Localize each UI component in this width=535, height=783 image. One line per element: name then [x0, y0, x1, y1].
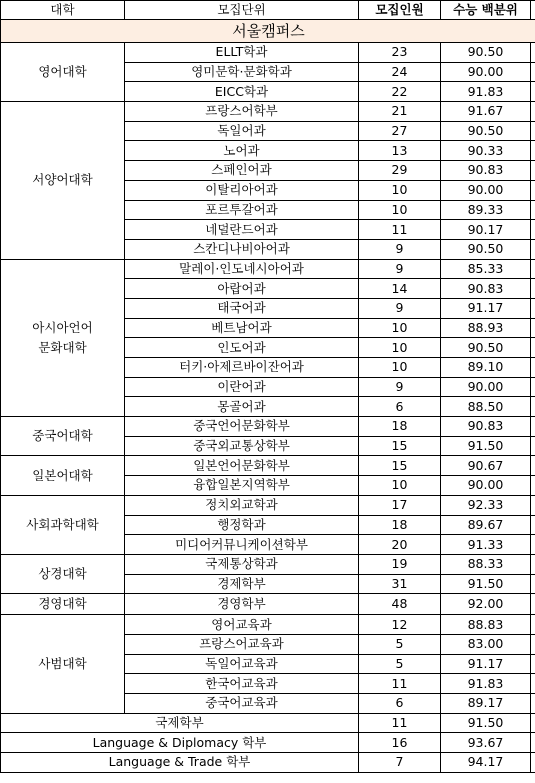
unit-cell: 태국어과 [125, 298, 359, 318]
edge-cell [531, 43, 535, 63]
quota-cell: 15 [359, 436, 441, 456]
score-cell: 89.33 [441, 200, 531, 220]
unit-cell: 정치외교학과 [125, 495, 359, 515]
table-row [1, 753, 535, 773]
quota-cell: 24 [359, 62, 441, 82]
unit-cell: 국제통상학과 [125, 554, 359, 574]
quota-cell: 13 [359, 141, 441, 161]
unit-cell: 일본언어문화학부 [125, 456, 359, 476]
unit-cell: 독일어과 [125, 121, 359, 141]
edge-cell [531, 62, 535, 82]
score-cell: 89.17 [441, 694, 531, 714]
header-college: 대학 [1, 1, 125, 20]
college-name-line: 상경대학 [38, 566, 87, 582]
unit-cell: 스페인어과 [125, 161, 359, 181]
score-cell: 88.83 [441, 615, 531, 635]
score-cell: 91.50 [441, 713, 531, 733]
quota-cell: 10 [359, 476, 441, 496]
unit-cell: 영미문학·문화학과 [125, 62, 359, 82]
edge-cell [531, 436, 535, 456]
score-cell: 90.83 [441, 279, 531, 299]
score-cell: 85.33 [441, 259, 531, 279]
unit-cell: EICC학과 [125, 82, 359, 102]
score-cell: 90.00 [441, 377, 531, 397]
table-row [1, 733, 535, 753]
score-cell: 90.00 [441, 476, 531, 496]
score-cell: 89.10 [441, 358, 531, 378]
score-cell: 88.33 [441, 554, 531, 574]
edge-cell [531, 220, 535, 240]
quota-cell: 22 [359, 82, 441, 102]
edge-cell [531, 733, 535, 753]
quota-cell: 21 [359, 102, 441, 122]
unit-cell: 융합일본지역학부 [125, 476, 359, 496]
quota-cell: 17 [359, 495, 441, 515]
unit-cell: 포르투갈어과 [125, 200, 359, 220]
table-row [1, 43, 535, 63]
edge-cell [531, 417, 535, 437]
score-cell: 92.00 [441, 594, 531, 615]
header-row [1, 1, 535, 20]
edge-cell [531, 200, 535, 220]
score-cell: 89.67 [441, 515, 531, 535]
quota-cell: 20 [359, 535, 441, 555]
college-name-line: 문화대학 [38, 339, 87, 355]
quota-cell: 9 [359, 259, 441, 279]
score-cell: 90.50 [441, 121, 531, 141]
quota-cell: 9 [359, 377, 441, 397]
quota-cell: 31 [359, 574, 441, 594]
edge-cell [531, 654, 535, 674]
score-cell: 90.00 [441, 62, 531, 82]
unit-cell: 영어교육과 [125, 615, 359, 635]
unit-cell: 인도어과 [125, 338, 359, 358]
score-cell: 93.67 [441, 733, 531, 753]
edge-cell [531, 515, 535, 535]
edge-cell [531, 594, 535, 615]
unit-cell: 베트남어과 [125, 318, 359, 338]
edge-cell [531, 239, 535, 259]
edge-cell [531, 141, 535, 161]
quota-cell: 9 [359, 239, 441, 259]
college-name-line: 중국어대학 [32, 428, 93, 444]
score-cell: 91.50 [441, 436, 531, 456]
edge-cell [531, 358, 535, 378]
campus-row [1, 20, 535, 43]
edge-cell [531, 615, 535, 635]
unit-cell: Language & Diplomacy 학부 [1, 733, 359, 753]
college-name [1, 554, 125, 593]
table-row [1, 456, 535, 476]
quota-cell: 19 [359, 554, 441, 574]
quota-cell: 23 [359, 43, 441, 63]
quota-cell: 48 [359, 594, 441, 615]
score-cell: 90.83 [441, 161, 531, 181]
college-name-line: 사회과학대학 [26, 516, 99, 532]
unit-cell: 미디어커뮤니케이션학부 [125, 535, 359, 555]
quota-cell: 12 [359, 615, 441, 635]
edge-cell [531, 713, 535, 733]
score-cell: 91.17 [441, 298, 531, 318]
quota-cell: 18 [359, 417, 441, 437]
table-row [1, 554, 535, 574]
quota-cell: 10 [359, 338, 441, 358]
college-name-line: 영어대학 [38, 64, 87, 80]
college-name [1, 43, 125, 102]
score-cell: 88.50 [441, 397, 531, 417]
unit-cell: 국제학부 [1, 713, 359, 733]
edge-cell [531, 535, 535, 555]
college-name-line: 아시아언어 [32, 319, 93, 335]
score-cell: 91.83 [441, 82, 531, 102]
table-row [1, 495, 535, 515]
unit-cell: 노어과 [125, 141, 359, 161]
unit-cell: 말레이·인도네시아어과 [125, 259, 359, 279]
quota-cell: 11 [359, 674, 441, 694]
unit-cell: Language & Trade 학부 [1, 753, 359, 773]
edge-cell [531, 753, 535, 773]
edge-cell [531, 574, 535, 594]
score-cell: 91.33 [441, 535, 531, 555]
quota-cell: 5 [359, 654, 441, 674]
edge-cell [531, 121, 535, 141]
edge-cell [531, 397, 535, 417]
quota-cell: 10 [359, 358, 441, 378]
unit-cell: 터키·아제르바이잔어과 [125, 358, 359, 378]
score-cell: 90.83 [441, 417, 531, 437]
campus-title: 서울캠퍼스 [1, 20, 535, 43]
unit-cell: ELLT학과 [125, 43, 359, 63]
quota-cell: 7 [359, 753, 441, 773]
college-name [1, 456, 125, 495]
edge-cell [531, 554, 535, 574]
unit-cell: 중국외교통상학부 [125, 436, 359, 456]
edge-cell [531, 82, 535, 102]
edge-cell [531, 495, 535, 515]
quota-cell: 10 [359, 318, 441, 338]
quota-cell: 6 [359, 694, 441, 714]
score-cell: 91.83 [441, 674, 531, 694]
score-cell: 91.17 [441, 654, 531, 674]
score-cell: 90.50 [441, 239, 531, 259]
table-row [1, 713, 535, 733]
college-name [1, 417, 125, 456]
college-name [1, 259, 125, 417]
quota-cell: 14 [359, 279, 441, 299]
unit-cell: 경제학부 [125, 574, 359, 594]
quota-cell: 11 [359, 220, 441, 240]
quota-cell: 18 [359, 515, 441, 535]
unit-cell: 독일어교육과 [125, 654, 359, 674]
edge-cell [531, 318, 535, 338]
college-name [1, 594, 125, 615]
college-name-line: 일본어대학 [32, 467, 93, 483]
edge-cell [531, 377, 535, 397]
edge-cell [531, 279, 535, 299]
score-cell: 91.50 [441, 574, 531, 594]
quota-cell: 9 [359, 298, 441, 318]
score-cell: 90.33 [441, 141, 531, 161]
unit-cell: 이란어과 [125, 377, 359, 397]
edge-cell [531, 476, 535, 496]
edge-cell [531, 634, 535, 654]
unit-cell: 프랑스어교육과 [125, 634, 359, 654]
quota-cell: 29 [359, 161, 441, 181]
edge-cell [531, 674, 535, 694]
edge-cell [531, 180, 535, 200]
table-row [1, 102, 535, 122]
college-name [1, 495, 125, 554]
score-cell: 90.17 [441, 220, 531, 240]
college-name-line: 경영대학 [38, 596, 87, 612]
score-cell: 90.00 [441, 180, 531, 200]
quota-cell: 6 [359, 397, 441, 417]
quota-cell: 11 [359, 713, 441, 733]
unit-cell: 이탈리아어과 [125, 180, 359, 200]
table-row [1, 259, 535, 279]
quota-cell: 10 [359, 180, 441, 200]
quota-cell: 15 [359, 456, 441, 476]
edge-cell [531, 102, 535, 122]
score-cell: 92.33 [441, 495, 531, 515]
college-name [1, 615, 125, 713]
table-row [1, 594, 535, 615]
score-cell: 94.17 [441, 753, 531, 773]
unit-cell: 스칸디나비아어과 [125, 239, 359, 259]
edge-cell [531, 694, 535, 714]
header-percentile: 수능 백분위 [441, 1, 531, 20]
unit-cell: 경영학부 [125, 594, 359, 615]
quota-cell: 10 [359, 200, 441, 220]
unit-cell: 네덜란드어과 [125, 220, 359, 240]
score-cell: 83.00 [441, 634, 531, 654]
score-cell: 90.50 [441, 338, 531, 358]
edge-cell [531, 161, 535, 181]
edge-cell [531, 1, 535, 20]
quota-cell: 27 [359, 121, 441, 141]
table-row [1, 417, 535, 437]
edge-cell [531, 298, 535, 318]
unit-cell: 중국언어문화학부 [125, 417, 359, 437]
header-unit: 모집단위 [125, 1, 359, 20]
unit-cell: 몽골어과 [125, 397, 359, 417]
college-name [1, 102, 125, 260]
edge-cell [531, 259, 535, 279]
table-row [1, 615, 535, 635]
score-cell: 91.67 [441, 102, 531, 122]
score-cell: 90.67 [441, 456, 531, 476]
edge-cell [531, 456, 535, 476]
unit-cell: 아랍어과 [125, 279, 359, 299]
edge-cell [531, 338, 535, 358]
unit-cell: 행정학과 [125, 515, 359, 535]
college-name-line: 사범대학 [38, 655, 87, 671]
unit-cell: 프랑스어학부 [125, 102, 359, 122]
score-cell: 88.93 [441, 318, 531, 338]
unit-cell: 한국어교육과 [125, 674, 359, 694]
college-name-line: 서양어대학 [32, 172, 93, 188]
score-cell: 90.50 [441, 43, 531, 63]
header-quota: 모집인원 [359, 1, 441, 20]
unit-cell: 중국어교육과 [125, 694, 359, 714]
quota-cell: 5 [359, 634, 441, 654]
quota-cell: 16 [359, 733, 441, 753]
